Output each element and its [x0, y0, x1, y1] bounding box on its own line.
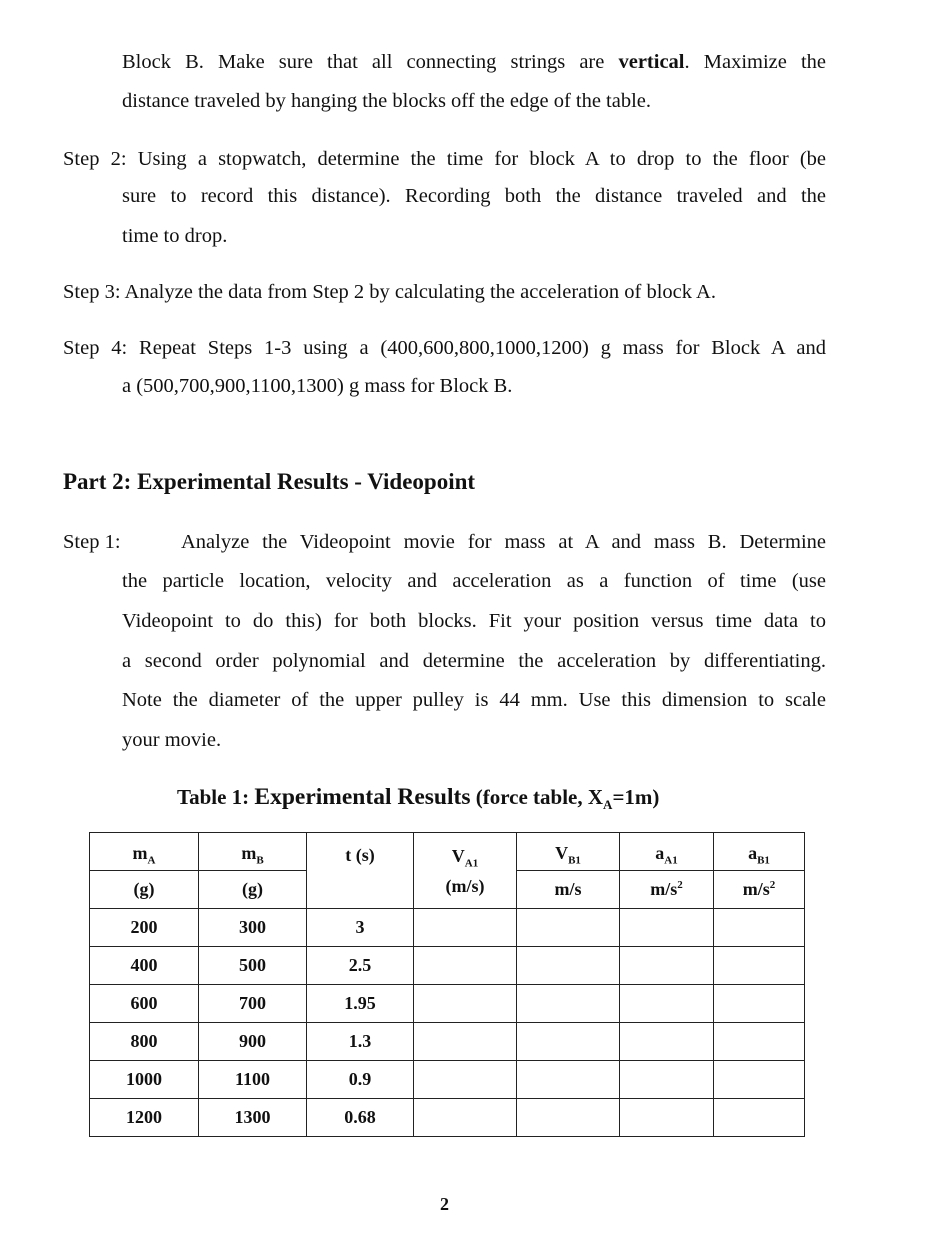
cell-ab1	[714, 947, 805, 985]
cell-vb1	[517, 947, 620, 985]
cell-aa1	[620, 1061, 714, 1099]
part2-step1-line-6: your movie.	[122, 729, 222, 751]
cell-vb1	[517, 1099, 620, 1137]
table-header-row-1	[90, 833, 805, 871]
cell-mb: 500	[199, 947, 307, 985]
header-ab1: $a_{B1}$	[714, 833, 805, 871]
header-vb1: $V_{B1}$	[517, 833, 620, 871]
cell-mb: 700	[199, 985, 307, 1023]
step4-line-1: Step 4: Repeat Steps 1-3 using a (400,600,800,1000,1200) g mass for Block A and	[63, 337, 826, 359]
cell-mb: 1300	[199, 1099, 307, 1137]
cell-aa1	[620, 947, 714, 985]
cell-va1	[414, 947, 517, 985]
cell-t: 0.9	[307, 1061, 414, 1099]
cell-vb1	[517, 985, 620, 1023]
cell-vb1	[517, 1061, 620, 1099]
part2-step1-line-5: Note the diameter of the upper pulley is 44 mm. Use this dimension to scale	[122, 689, 826, 711]
step2-line-2: sure to record this distance). Recording both the distance traveled and the	[122, 185, 826, 207]
results-table	[89, 832, 805, 1137]
cell-ma: 600	[90, 985, 199, 1023]
cell-aa1	[620, 985, 714, 1023]
part2-step1-label: Step 1:	[63, 531, 121, 553]
cell-va1	[414, 1023, 517, 1061]
table-row	[90, 947, 805, 985]
header-time: t (s)	[307, 833, 414, 909]
cell-mb: 1100	[199, 1061, 307, 1099]
cell-ma: 800	[90, 1023, 199, 1061]
intro-line-1: Block B. Make sure that all connecting strings are vertical. Maximize the	[122, 51, 827, 73]
cell-t: 3	[307, 909, 414, 947]
unit-vb1: m/s	[517, 871, 620, 909]
cell-aa1	[620, 1099, 714, 1137]
cell-t: 0.68	[307, 1099, 414, 1137]
cell-va1	[414, 1099, 517, 1137]
cell-ma: 1000	[90, 1061, 199, 1099]
cell-ab1	[714, 1099, 805, 1137]
cell-t: 1.95	[307, 985, 414, 1023]
cell-vb1	[517, 909, 620, 947]
header-va1: $V_{A1}$ (m/s)	[414, 833, 517, 909]
cell-va1	[414, 985, 517, 1023]
cell-aa1	[620, 909, 714, 947]
cell-ab1	[714, 985, 805, 1023]
table-caption: Table 1: Experimental Results (force table, $X_A=1m$)	[177, 784, 660, 813]
unit-ma: (g)	[90, 871, 199, 909]
unit-aa1: $m/s^2$	[620, 871, 714, 909]
cell-mb: 900	[199, 1023, 307, 1061]
cell-t: 1.3	[307, 1023, 414, 1061]
cell-t: 2.5	[307, 947, 414, 985]
header-aa1: $a_{A1}$	[620, 833, 714, 871]
unit-mb: (g)	[199, 871, 307, 909]
cell-ab1	[714, 1023, 805, 1061]
cell-aa1	[620, 1023, 714, 1061]
part2-step1-line-3: Videopoint to do this) for both blocks. Fit your position versus time data to	[122, 610, 826, 632]
part2-step1-line-4: a second order polynomial and determine the acceleration by differentiating.	[122, 650, 826, 672]
cell-ma: 200	[90, 909, 199, 947]
cell-ma: 400	[90, 947, 199, 985]
step2-line-3: time to drop.	[122, 225, 228, 247]
table-row	[90, 909, 805, 947]
cell-va1	[414, 909, 517, 947]
table-row	[90, 985, 805, 1023]
cell-ab1	[714, 909, 805, 947]
table-row	[90, 1023, 805, 1061]
header-ma: $m_A$	[90, 833, 199, 871]
cell-vb1	[517, 1023, 620, 1061]
part2-step1-line-1: Analyze the Videopoint movie for mass at A and mass B. Determine	[181, 531, 826, 553]
header-mb: $m_B$	[199, 833, 307, 871]
bold-vertical: vertical	[618, 51, 685, 73]
table-row	[90, 1061, 805, 1099]
page-number: 2	[440, 1194, 449, 1214]
step3-line-1: Step 3: Analyze the data from Step 2 by calculating the acceleration of block A.	[63, 281, 716, 303]
cell-ab1	[714, 1061, 805, 1099]
step4-line-2: a (500,700,900,1100,1300) g mass for Block B.	[122, 375, 513, 397]
part2-step1-line-2: the particle location, velocity and acceleration as a function of time (use	[122, 570, 826, 592]
table-row	[90, 1099, 805, 1137]
unit-ab1: $m/s^2$	[714, 871, 805, 909]
cell-mb: 300	[199, 909, 307, 947]
cell-ma: 1200	[90, 1099, 199, 1137]
step2-line-1: Step 2: Using a stopwatch, determine the time for block A to drop to the floor (be	[63, 148, 827, 170]
part2-heading: Part 2: Experimental Results - Videopoint	[63, 469, 476, 494]
intro-line-2: distance traveled by hanging the blocks off the edge of the table.	[122, 90, 652, 112]
cell-va1	[414, 1061, 517, 1099]
